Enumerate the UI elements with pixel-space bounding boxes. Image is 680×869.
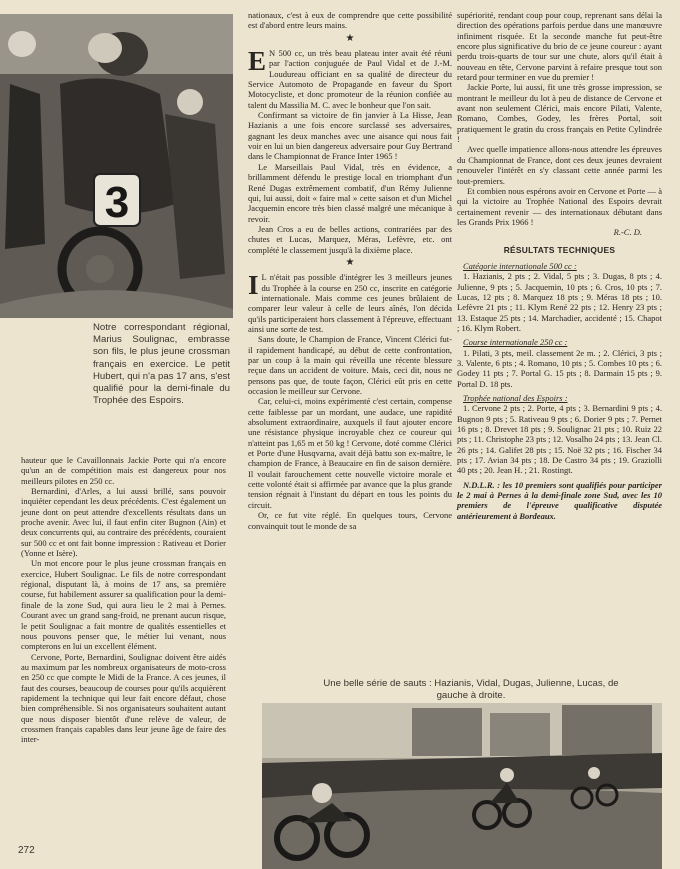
author-signature: R.-C. D. <box>613 227 642 238</box>
paragraph: Cervone, Porte, Bernardini, Soulignac doivent être aidés au maximum par les nombreux organisateurs de moto-cross en 250 cc que compte le Midi de la France. A ces jeunes, il faut des courses, beaucoup de courses pour qu'ils acquièrent rapidement la technique qui leur fait encore défaut, chose bien compréhensible. Si nos organisateurs souhaitent autant que nous disposer bientôt d'une relève de valeur, de crossmen français capables dans leur jeune âge de faire des inter- <box>21 651 226 745</box>
top-photo <box>0 14 233 318</box>
jumping-riders-illustration <box>262 703 662 869</box>
paragraph: nationaux, c'est à eux de comprendre que cette possibilité est d'abord entre leurs mains. <box>248 10 452 31</box>
results-block <box>457 261 662 521</box>
paragraph: Un mot encore pour le plus jeune crossman français en exercice, Hubert Soulignac. Le fils de notre correspondant régional, disputant là, à moins de 17 ans, sa première course, fut habilement assurer sa qualification pour la demi-finale de la zone Sud, qui aura lieu le 2 mai à Pernes. Courant avec un grand sang-froid, ne prenant aucun risque, le petit Soulignac a fait montre de qualités essentielles et nous pouvons penser que, le métier lui venant, nous compterons en lui un excellent élément. <box>21 558 226 652</box>
paragraph: Avec quelle impatience allons-nous attendre les épreuves du Championnat de France, dont ces deux jeunes devraient renouveler l'intérêt en s'y classant cette année parmi les tout-premiers. <box>457 144 662 186</box>
paragraph: Jean Cros a eu de belles actions, contrariées par des chutes et Lucas, Marquez, Méras, Lefèvre, etc. ont complété le classement jusqu'à la dixième place. <box>248 223 452 255</box>
page-number: 272 <box>18 845 35 856</box>
separator-star-icon: ★ <box>345 256 355 268</box>
bottom-photo-caption: Une belle série de sauts : Hazianis, Vidal, Dugas, Julienne, Lucas, de gauche à droite. <box>323 678 619 702</box>
paragraph: Et combien nous espérons avoir en Cervone et Porte — à qui la victoire au Trophée National des Espoirs devrait certainement revenir — des internationaux débutant dans les Grands Prix 1966 ! <box>457 185 662 227</box>
bib-number: 3 <box>104 178 130 227</box>
paragraph: Le Marseillais Paul Vidal, très en évidence, a brillamment défendu le prestige local en triomphant d'un René Dugas extrêmement combatif, d'un Rémy Julienne qui, lui aussi, doit « faire mal » cette saison et d'un Michel Jacquemin encore très bien classé malgré une mécanique à revoir. <box>248 161 452 224</box>
top-photo-caption: Notre correspondant régional, Marius Soulignac, embrasse son fils, le plus jeune crossman français en exercice. Le petit Hubert, qui n'a pas 17 ans, s'est qualifié pour la demi-finale du Trophée des Espoirs. <box>93 322 230 407</box>
drop-cap: E <box>248 46 267 77</box>
paragraph: Bernardini, d'Arles, a lui aussi brillé, sans pouvoir inquiéter cependant les deux précédents. C'est également un jeune dont on peut attendre d'excellents résultats dans un proche avenir. Avec lui, il faut enfin citer Bugnon (Ain) et deux concurrents qui, au contraire des précédents, couraient sur 500 cc et ont fait bonne impression : Rativeau et Dorier (Yonne et Isère). <box>21 486 226 559</box>
results-category-title: Catégorie internationale 500 cc : <box>463 260 577 271</box>
paragraph: E N 500 cc, un très beau plateau inter avait été réuni par l'action conjuguée de Paul Vidal et de J.-M. Loudureau officiant en sa qualité de directeur du Service Automoto de Propagande en faveur du Sport Motocycliste, et donc promoteur de la réunion confiée au talent du Massilia M. C. avec le bonheur que l'on sait. <box>248 46 452 110</box>
paragraph: I L n'était pas possible d'intégrer les 3 meilleurs jeunes du Trophée à la course en 250 cc, inscrite en catégorie internationale. Mais comme ces jeunes brûlaient de comparer leur valeur à celle de leurs aînés, l'on décida qu'ils participeraient hors classement à l'épreuve, effectuant ainsi une sorte de test. <box>248 270 452 334</box>
results-list: 1. Cervone 2 pts ; 2. Porte, 4 pts ; 3. Bernardini 9 pts ; 4. Bugnon 9 pts ; 5. Rativeau 9 pts ; 6. Dorier 9 pts ; 7. Pernet 16 pts ; 8. Drevet 18 pts ; 9. Soulignac 21 pts ; 10. Ruiz 22 pts ; 11. Christophe 23 pts ; 12. Vosalho 24 pts ; 13. Jean Cl. 26 pts ; 14. Galifet 28 pts ; 15. Noë 32 pts ; 16. Fischer 34 pts ; 17. Avian 34 pts ; 18. De Castro 34 pts ; 19. Graziolli 40 pts ; 20. Jean H. ; 21. Rostingt. <box>457 403 662 476</box>
article-column-2 <box>248 10 452 531</box>
paragraph: Confirmant sa victoire de fin janvier à La Hisse, Jean Hazianis a une fois encore surclassé ses adversaires, gagnant les deux manches avec une aisance qui nous fait voir en lui un bien dangereux adversaire pour Guy Bertrand dans le Championnat de France Inter 1965 ! <box>248 110 452 162</box>
bottom-photo <box>262 703 662 869</box>
separator-star-icon: ★ <box>345 32 355 44</box>
results-list: 1. Hazianis, 2 pts ; 2. Vidal, 5 pts ; 3. Dugas, 8 pts ; 4. Julienne, 9 pts ; 5. Jacquemin, 10 pts ; 6. Cros, 10 pts ; 7. Lucas, 12 pts ; 8. Marquez 18 pts ; 9. Méras 18 pts ; 10. Lefèvre 21 pts ; 11. Klym René 22 pts ; 12. Henry 23 pts ; 13. Estaque 25 pts ; 14. Marchadier, accidenté ; 15. Chapot ; 16. Klym Robert. <box>457 271 662 333</box>
drop-cap: I <box>248 270 259 301</box>
editor-note: N.D.L.R. : les 10 premiers sont qualifiés pour participer le 2 mai à Pernes à la demi-finale zone Sud, avec les 10 premiers de l'épreuve qualificative disputée antérieurement à Bordeaux. <box>457 479 662 521</box>
article-column-1 <box>21 455 226 745</box>
paragraph: Car, celui-ci, moins expérimenté c'est certain, compense cette faiblesse par un mordant, une audace, une rapidité absolument extraordinaire, auxquels il faut ajouter encore une résistance physique incroyable chez ce coureur qui n'atteint pas 1,65 m et 50 kg ! Cervone, doté comme Clérici et Porte d'une Husqvarna, avait déjà battu son ex-maître, le champion de France, à Beaucaire en fin de saison dernière. Il voulait farouchement cette nouvelle victoire morale et cette volonté était si affirmée par avance que la plus grande tension régnait à l'instant du départ en tous les points du circuit. <box>248 396 452 510</box>
paragraph: supériorité, rendant coup pour coup, reprenant sans délai la direction des opérations parfois perdue dans une manœuvre infiniment risquée. Et la seconde manche fut peut-être encore plus significative du brio de ce jeune coureur : ayant perdu trois-quarts de tour sur une chute, alors qu'il était à nouveau en tête, Cervone parvint à refaire presque tout son retard pour terminer en vue du premier ! <box>457 10 662 83</box>
results-category-title: Course internationale 250 cc : <box>463 337 568 348</box>
article-column-3 <box>457 10 662 521</box>
paragraph: hauteur que le Cavaillonnais Jackie Porte qui n'a encore qu'un an de compétition mais est dangereux pour nos meilleurs pilotes en 250 cc. <box>21 455 226 486</box>
paragraph: Jackie Porte, lui aussi, fit une très grosse impression, se montrant le meilleur du lot à peu de distance de Cervone et avant non seulement Clérici, mais encore Pilati, Valente, Romano, Combes, Godey, les frères Portal, soit pratiquement le gratin du cross français en Petite Cylindrée ! <box>457 82 662 145</box>
motocross-rider-illustration <box>0 14 233 318</box>
results-category-title: Trophée national des Espoirs : <box>463 393 568 404</box>
results-heading: RÉSULTATS TECHNIQUES <box>503 244 616 255</box>
paragraph: Or, ce fut vite réglé. En quelques tours, Cervone convainquit tout le monde de sa <box>248 510 452 531</box>
paragraph: Sans doute, le Champion de France, Vincent Clérici fut-il rapidement handicapé, au début de cette confrontation, par un coup à la main qui réveilla une récente blessure reçue dans un accident de voiture. Mais, ceci dit, nous ne pensons pas que, de toute façon, Clérici eût pris en cette occasion le meilleur sur Cervone. <box>248 334 452 397</box>
results-list: 1. Pilati, 3 pts, meil. classement 2e m. ; 2. Clérici, 3 pts ; 3. Valente, 6 pts ; 4. Romano, 10 pts ; 5. Combes 10 pts ; 6. Godey 11 pts ; 7. Portal G. 15 pts ; 8. Darmain 15 pts ; 9. Portal D. 18 pts. <box>457 347 662 389</box>
